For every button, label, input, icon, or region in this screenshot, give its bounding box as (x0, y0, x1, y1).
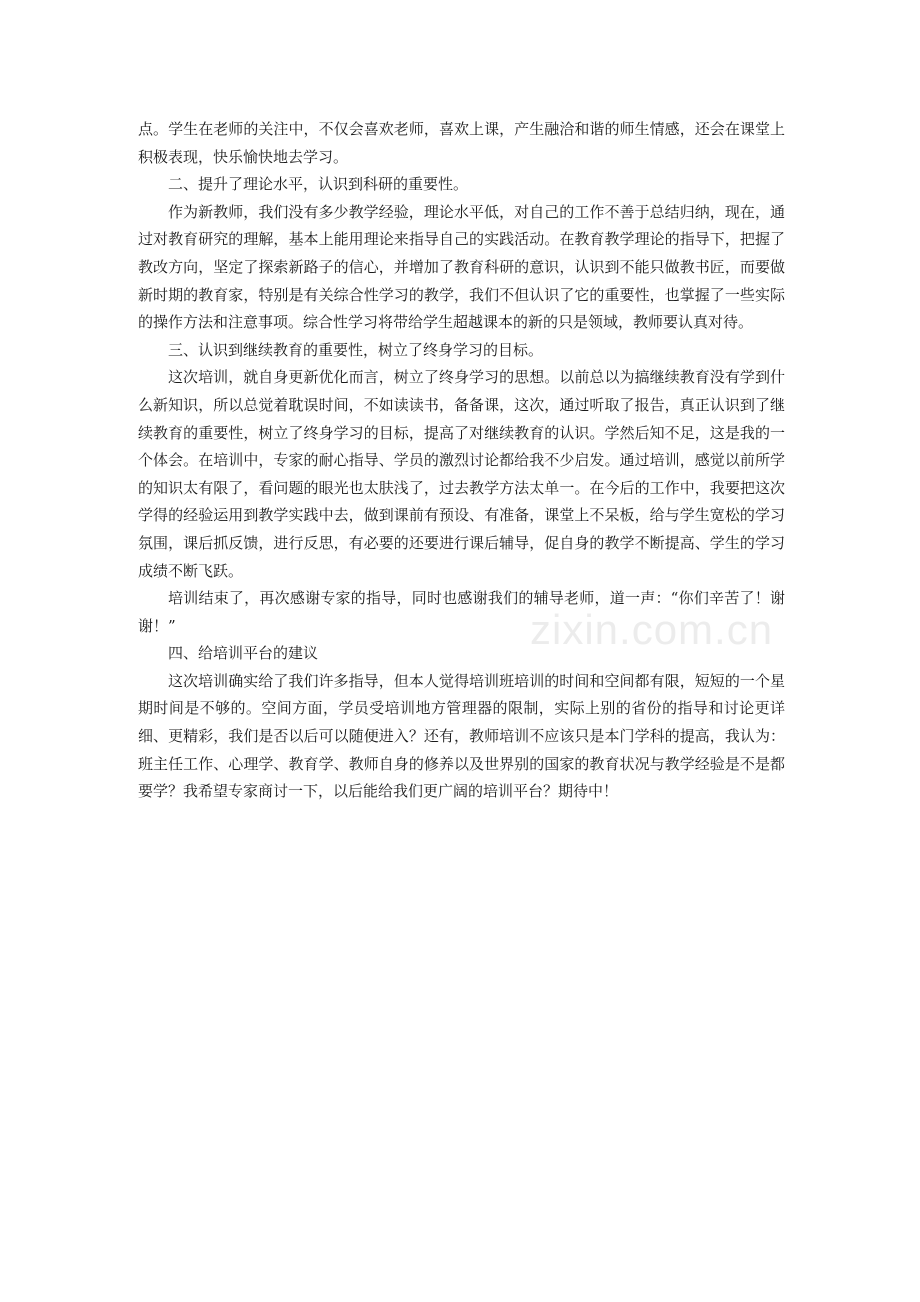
paragraph-theory: 作为新教师，我们没有多少教学经验，理论水平低，对自己的工作不善于总结归纳，现在，通过对教育研究的理解，基本上能用理论来指导自己的实践活动。在教育教学理论的指导下，把握了教改方向，坚定了探索新路子的信心，并增加了教育科研的意识，认识到不能只做教书匠，而要做新时期的教育家，特别是有关综合性学习的教学，我们不但认识了它的重要性，也掌握了一些实际的操作方法和注意事项。综合性学习将带给学生超越课本的新的只是领域，教师要认真对待。 (138, 202, 785, 332)
paragraph-suggestions: 这次培训确实给了我们许多指导，但本人觉得培训班培训的时间和空间都有限，短短的一个星期时间是不够的。空间方面，学员受培训地方管理器的限制，实际上别的省份的指导和讨论更详细、更精彩，我们是否以后可以随便进入？还有，教师培训不应该只是本门学科的提高，我认为：班主任工作、心理学、教育学、教师自身的修养以及世界别的国家的教育状况与教学经验是不是都要学？我希望专家商讨一下，以后能给我们更广阔的培训平台？期待中！ (138, 671, 785, 801)
section-heading-4: 四、给培训平台的建议 (168, 644, 319, 663)
paragraph-lifelong-learning: 这次培训，就自身更新优化而言，树立了终身学习的思想。以前总以为搞继续教育没有学到什么新知识，所以总觉着耽误时间，不如读读书，备备课，这次，通过听取了报告，真正认识到了继续教育的重要性，树立了终身学习的目标，提高了对继续教育的认识。学然后知不足，这是我的一个体会。在培训中，专家的耐心指导、学员的激烈讨论都给我不少启发。通过培训，感觉以前所学的知识太有限了，看问题的眼光也太肤浅了，过去教学方法太单一。在今后的工作中，我要把这次学得的经验运用到教学实践中去，做到课前有预设、有准备，课堂上不呆板，给与学生宽松的学习氛围，课后抓反馈，进行反思，有必要的还要进行课后辅导，促自身的教学不断提高、学生的学习成绩不断飞跃。 (138, 368, 785, 580)
section-heading-2: 二、提升了理论水平，认识到科研的重要性。 (168, 175, 469, 194)
watermark-logo: zixin.com.cn (530, 606, 774, 653)
paragraph-continuation: 点。学生在老师的关注中，不仅会喜欢老师，喜欢上课，产生融洽和谐的师生情感，还会在课堂上积极表现，快乐愉快地去学习。 (138, 120, 785, 166)
document-body (138, 116, 785, 806)
paragraph-thanks: 培训结束了，再次感谢专家的指导，同时也感谢我们的辅导老师，道一声：“你们辛苦了！谢谢！” (138, 589, 785, 635)
section-heading-3: 三、认识到继续教育的重要性，树立了终身学习的目标。 (168, 340, 544, 359)
